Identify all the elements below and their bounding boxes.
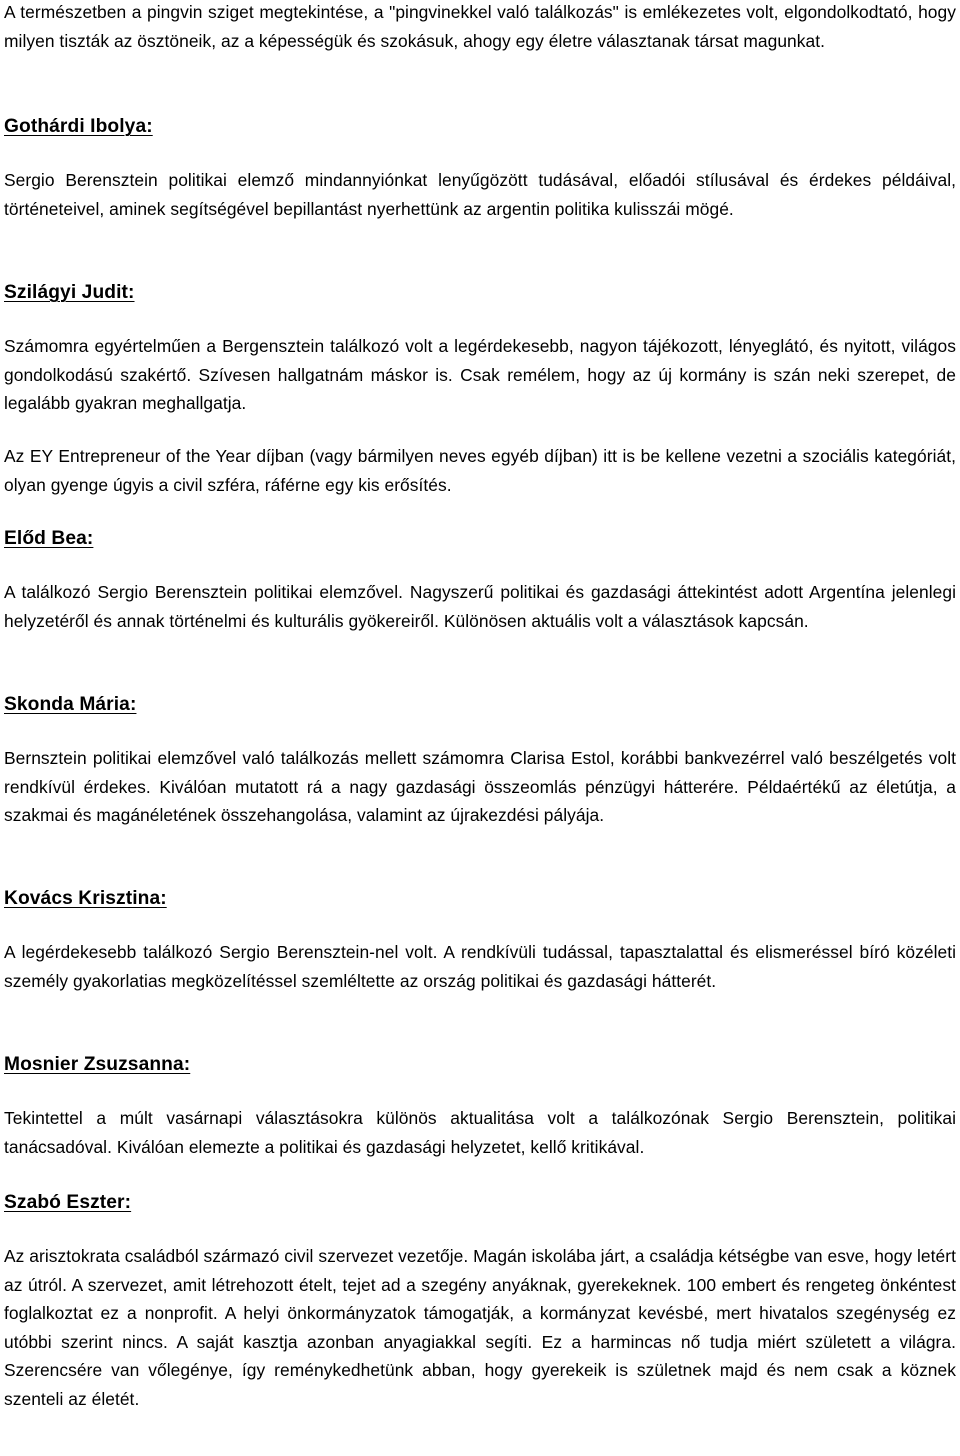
section-heading-szilagyi-judit: Szilágyi Judit: bbox=[4, 282, 135, 303]
section-heading-szabo-eszter: Szabó Eszter: bbox=[4, 1192, 132, 1213]
section-paragraph-mosnier-zsuzsanna: Tekintettel a múlt vasárnapi választásokra különös aktualitása volt a találkozónak Sergio Berensztein, politikai tanácsadóval. Kiválóan elemezte a politikai és gazdasági helyzetet, kellő kritikával. bbox=[4, 1108, 956, 1157]
section-paragraph-szilagyi-judit-2: Az EY Entrepreneur of the Year díjban (vagy bármilyen neves egyéb díjban) itt is be kellene vezetni a szociális kategóriát, olyan gyenge úgyis a civil szféra, ráférne egy kis erősítés. bbox=[4, 446, 956, 495]
section-heading-mosnier-zsuzsanna: Mosnier Zsuzsanna: bbox=[4, 1054, 191, 1075]
section-paragraph-skonda-maria: Bernsztein politikai elemzővel való találkozás mellett számomra Clarisa Estol, korábbi bankvezérrel való beszélgetés volt rendkívül érdekes. Kiválóan mutatott rá a nagy gazdasági összeomlás pénzügyi hátterére. Példaértékű az életútja, a szakmai és magánéletének összehangolása, valamint az újrakezdési pályája. bbox=[4, 748, 956, 826]
section-heading-skonda-maria: Skonda Mária: bbox=[4, 694, 137, 715]
section-paragraph-gothardi-ibolya: Sergio Berensztein politikai elemző mindannyiónkat lenyűgözött tudásával, előadói stílusával és érdekes példáival, történeteivel, aminek segítségével bepillantást nyerhettünk az argentin politika kulisszái mögé. bbox=[4, 170, 956, 219]
section-paragraph-szabo-eszter: Az arisztokrata családból származó civil szervezet vezetője. Magán iskolába járt, a családja kétségbe van esve, hogy letért az útról. A szervezet, amit létrehozott ételt, tejet ad a szegény anyáknak, gyerekeknek. 100 embert és rengeteg önkéntest foglalkoztat ez a nonprofit. A helyi önkormányzatok támogatják, a kormányzat kevésbé, mert hivatalos szegénység ez utóbbi szerint nincs. A saját kasztja azonban anyagiakkal segíti. Ez a harmincas nő tudja miért született a világra. Szerencsére van vőlegénye, így reménykedhetünk abban, hogy gyerekeik is születnek majd és nem csak a köznek szenteli az életét. bbox=[4, 1246, 956, 1409]
section-heading-kovacs-krisztina: Kovács Krisztina: bbox=[4, 888, 167, 909]
intro-paragraph: A természetben a pingvin sziget megtekintése, a "pingvinekkel való találkozás" is emlékezetes volt, elgondolkodtató, hogy milyen tiszták az ösztöneik, az a képességük és szokásuk, ahogy egy életre választanak társat magunkat. bbox=[4, 2, 956, 51]
section-paragraph-kovacs-krisztina: A legérdekesebb találkozó Sergio Berensztein-nel volt. A rendkívüli tudással, tapasztalattal és elismeréssel bíró közéleti személy gyakorlatias megközelítéssel szemléltette az ország politikai és gazdasági hátterét. bbox=[4, 942, 956, 991]
section-paragraph-elod-bea: A találkozó Sergio Berensztein politikai elemzővel. Nagyszerű politikai és gazdasági áttekintést adott Argentína jelenlegi helyzetéről és annak történelmi és kulturális gyökereiről. Különösen aktuális volt a választások kapcsán. bbox=[4, 582, 956, 631]
section-paragraph-szilagyi-judit-1: Számomra egyértelműen a Bergensztein találkozó volt a legérdekesebb, nagyon tájékozott, lényeglátó, és nyitott, világos gondolkodású szakértő. Szívesen hallgatnám máskor is. Csak remélem, hogy az új kormány is szán neki szerepet, de legalább gyakran meghallgatja. bbox=[4, 336, 956, 414]
section-heading-gothardi-ibolya: Gothárdi Ibolya: bbox=[4, 116, 153, 137]
section-heading-elod-bea: Előd Bea: bbox=[4, 528, 94, 549]
